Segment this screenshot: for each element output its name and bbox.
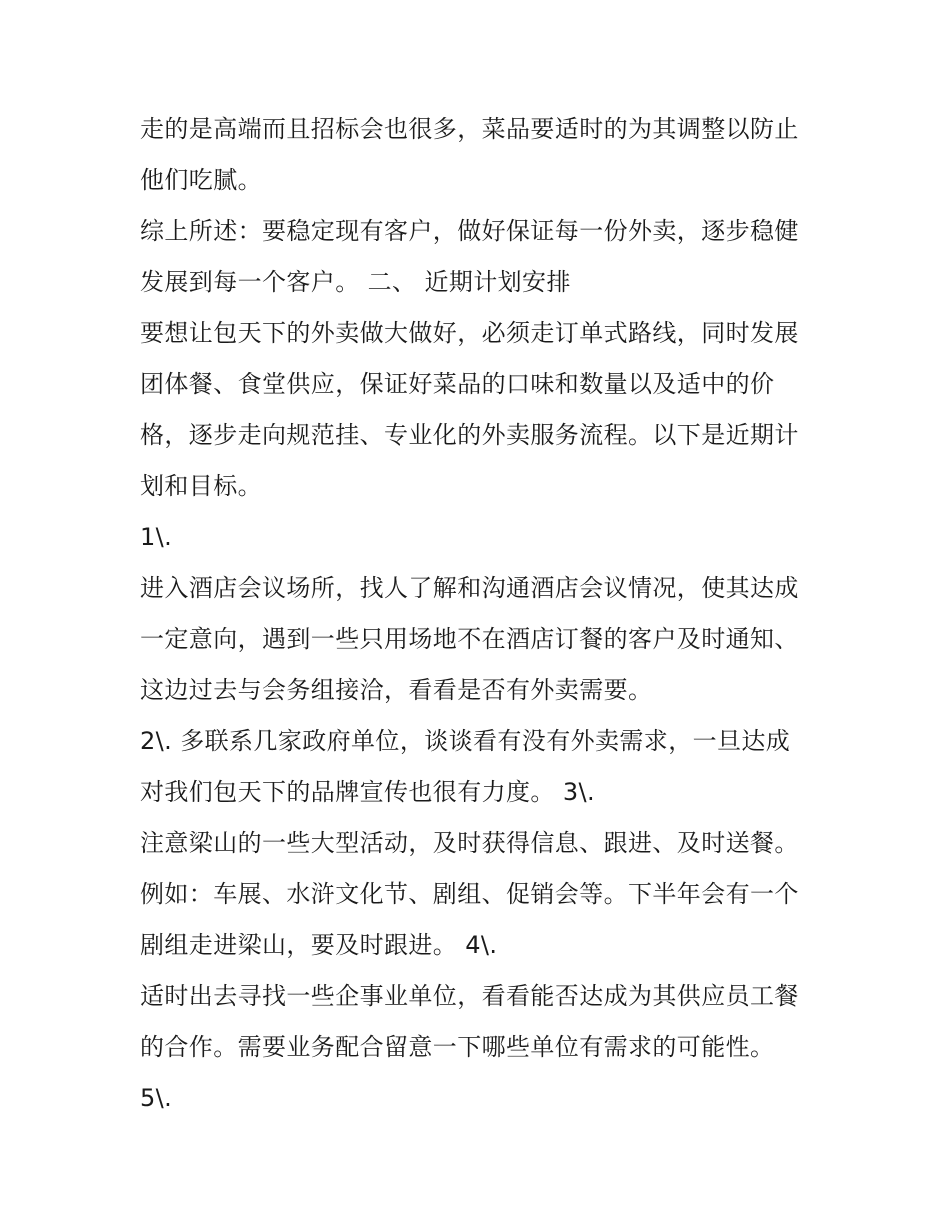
text-line: 对我们包天下的品牌宣传也很有力度。 3\. xyxy=(140,778,596,806)
text-line: 适时出去寻找一些企事业单位，看看能否达成为其供应员工餐 xyxy=(140,982,799,1010)
text-line: 他们吃腻。 xyxy=(140,166,262,194)
text-line: 走的是高端而且招标会也很多，菜品要适时的为其调整以防止 xyxy=(140,115,799,143)
text-line: 的合作。需要业务配合留意一下哪些单位有需求的可能性。 xyxy=(140,1033,775,1061)
text-line: 要想让包天下的外卖做大做好，必须走订单式路线，同时发展 xyxy=(140,319,799,347)
text-line: 这边过去与会务组接洽，看看是否有外卖需要。 xyxy=(140,676,653,704)
text-line: 进入酒店会议场所，找人了解和沟通酒店会议情况，使其达成 xyxy=(140,574,799,602)
list-marker-5: 5\. xyxy=(140,1084,173,1112)
text-line: 综上所述：要稳定现有客户，做好保证每一份外卖，逐步稳健 xyxy=(140,217,799,245)
text-line: 剧组走进梁山，要及时跟进。 4\. xyxy=(140,931,498,959)
text-line: 团体餐、食堂供应，保证好菜品的口味和数量以及适中的价 xyxy=(140,370,775,398)
text-line: 例如：车展、水浒文化节、剧组、促销会等。下半年会有一个 xyxy=(140,880,799,908)
text-line: 一定意向，遇到一些只用场地不在酒店订餐的客户及时通知、 xyxy=(140,625,799,653)
document-body xyxy=(140,104,830,1124)
text-line: 注意梁山的一些大型活动，及时获得信息、跟进、及时送餐。 xyxy=(140,829,799,857)
text-line: 划和目标。 xyxy=(140,472,262,500)
list-marker-1: 1\. xyxy=(140,523,173,551)
text-line: 发展到每一个客户。 二、 近期计划安排 xyxy=(140,268,571,296)
text-line: 格，逐步走向规范挂、专业化的外卖服务流程。以下是近期计 xyxy=(140,421,799,449)
text-line: 2\. 多联系几家政府单位，谈谈看有没有外卖需求，一旦达成 xyxy=(140,727,791,755)
